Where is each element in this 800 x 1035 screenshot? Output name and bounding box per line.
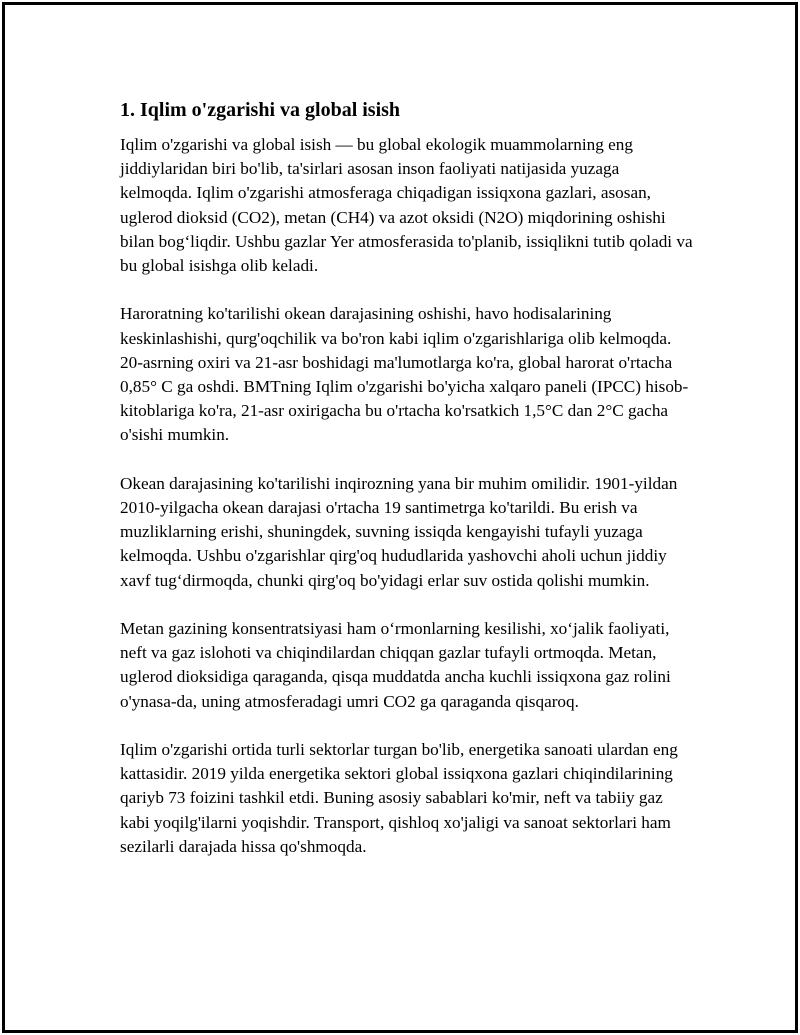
page bbox=[2, 2, 798, 1033]
paragraph-1: Iqlim o'zgarishi va global isish — bu global ekologik muammolarning eng jiddiylaridan biri bo'lib, ta'sirlari asosan inson faoliyati natijasida yuzaga kelmoqda. Iqlim o'zgarishi atmosferaga chiqadigan issiqxona gazlari, asosan, uglerod dioksid (CO2), metan (CH4) va azot oksidi (N2O) miqdorining oshishi bilan bog‘liqdir. Ushbu gazlar Yer atmosferasida to'planib, issiqlikni tutib qoladi va bu global isishga olib keladi. bbox=[120, 135, 693, 276]
paragraph-5: Iqlim o'zgarishi ortida turli sektorlar turgan bo'lib, energetika sanoati ulardan eng kattasidir. 2019 yilda energetika sektori global issiqxona gazlari chiqindilarining qariyb 73 foizini tashkil etdi. Buning asosiy sabablari ko'mir, neft va tabiiy gaz kabi yoqilg'ilarni yoqishdir. Transport, qishloq xo'jaligi va sanoat sektorlari ham sezilarli darajada hissa qo'shmoqda. bbox=[120, 740, 678, 856]
paragraph-4: Metan gazining konsentratsiyasi ham o‘rmonlarning kesilishi, xo‘jalik faoliyati, neft va gaz islohoti va chiqindilardan chiqqan gazlar tufayli ortmoqda. Metan, uglerod dioksidiga qaraganda, qisqa muddatda ancha kuchli issiqxona gaz rolini o'ynasa-da, uning atmosferadagi umri CO2 ga qaraganda qisqaroq. bbox=[120, 619, 671, 711]
document-body bbox=[120, 97, 695, 883]
section-heading: 1. Iqlim o'zgarishi va global isish bbox=[120, 99, 401, 121]
paragraph-3: Okean darajasining ko'tarilishi inqirozning yana bir muhim omilidir. 1901-yildan 2010-yilgacha okean darajasi o'rtacha 19 santimetrga ko'tarildi. Bu erish va muzliklarning erishi, shuningdek, suvning issiqda kengayishi tufayli yuzaga kelmoqda. Ushbu o'zgarishlar qirg'oq hududlarida yashovchi aholi uchun jiddiy xavf tug‘dirmoqda, chunki qirg'oq bo'yidagi erlar suv ostida qolishi mumkin. bbox=[120, 473, 678, 590]
paragraph-2: Haroratning ko'tarilishi okean darajasining oshishi, havo hodisalarining keskinlashishi, qurg'oqchilik va bo'ron kabi iqlim o'zgarishlariga olib kelmoqda. 20-asrning oxiri va 21-asr boshidagi ma'lumotlarga ko'ra, global harorat o'rtacha 0,85° C ga oshdi. BMTning Iqlim o'zgarishi bo'yicha xalqaro paneli (IPCC) hisob-kitoblariga ko'ra, 21-asr oxirigacha bu o'rtacha ko'rsatkich 1,5°C dan 2°C gacha o'sishi mumkin. bbox=[120, 304, 689, 445]
